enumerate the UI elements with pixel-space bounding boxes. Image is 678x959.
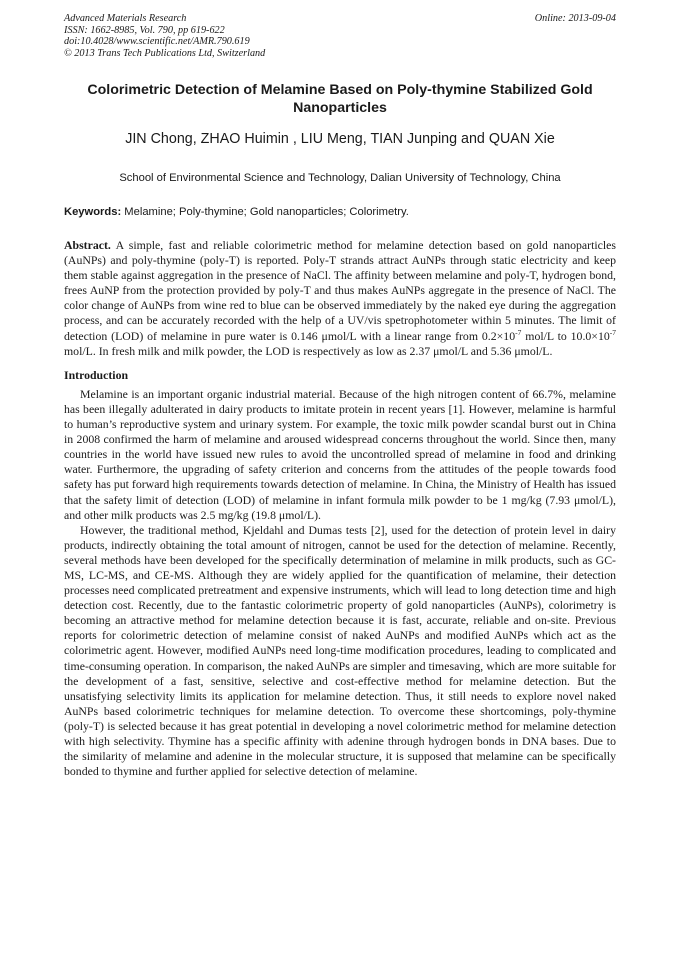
keywords-label: Keywords: [64,206,122,218]
abstract-text-2: mol/L to 10.0×10 [521,328,610,343]
paper-title: Colorimetric Detection of Melamine Based on Poly-thymine Stabilized Gold Nanoparticles [87,82,593,116]
abstract-text-3: mol/L. In fresh milk and milk powder, the LOD is respectively as low as 2.37 μmol/L and 5.36 μmol/L. [64,343,553,358]
abstract-text-1: A simple, fast and reliable colorimetric method for melamine detection based on gold nanoparticles (AuNPs) and poly-thymine (poly-T) is reported. Poly-T strands attract AuNPs through static electricity and keep them stable against aggregation in the presence of NaCl. The affinity between melamine and poly-T, hydrogen bond, frees AuNP from the protection provided by poly-T and thus makes AuNPs aggregate in the presence of NaCl. The color change of AuNPs from wine red to blue can be observed immediately by the naked eye during the aggregation process, and can be accurately recorded with the help of a UV/vis spetrophotometer within 5 minutes. The limit of detection (LOD) of melamine in pure water is 0.146 μmol/L with a linear range from 0.2×10 [64,238,616,343]
copyright-line: © 2013 Trans Tech Publications Ltd, Switzerland [64,47,266,59]
doi-line: doi:10.4028/www.scientific.net/AMR.790.619 [64,36,250,48]
introduction-heading: Introduction [64,367,129,382]
introduction-paragraph-2: However, the traditional method, Kjeldahl and Dumas tests [2], used for the detection of protein level in dairy products, indirectly obtaining the total amount of nitrogen, cannot be used for the detection of melamine. Recently, several methods have been developed for the specifically determination of melamine in milk products, such as GC-MS, LC-MS, and CE-MS. Although they are widely applied for the quantification of melamine, their detection processes need complicated pretreatment and expensive instruments, which will lead to long detection time and high detection cost. Recently, due to the fantastic colorimetric property of gold nanoparticles (AuNPs), colorimetry is becoming an attractive method for melamine detection because it is fast, accurate, reliable and on-site. Previous reports for colorimetric detection of melamine consist of naked AuNPs and modified AuNPs which act as the colorimetric agent. However, modified AuNPs need long-time modification procedures, leading to complicated and time-consuming operation. In comparison, the naked AuNPs are simpler and timesaving, which are more suitable for the development of a fast, sensitive, selective and cost-effective method for melamine detection. But the unsatisfying selectivity limits its application for melamine detection. Thus, it still needs to explore novel naked AuNPs based colorimetric techniques for melamine detection. To overcome these shortcomings, poly-thymine (poly-T) is selected because it has great potential in developing a novel colorimetric method for melamine detection with high selectivity. Thymine has a specific affinity with adenine through hydrogen bonds in DNA bases. Due to the similarity of melamine and adenine in the molecular structure, it is supposed that melamine can be specifically bonded to thymine and further applied for selective detection of melamine. [64,522,616,779]
affiliation: School of Environmental Science and Technology, Dalian University of Technology, China [119,172,561,184]
journal-header [64,13,616,59]
abstract-exponent-2: -7 [609,327,616,337]
introduction-paragraph-1: Melamine is an important organic industrial material. Because of the high nitrogen content of 66.7%, melamine has been illegally adulterated in dairy products to imitate protein in recent years [1]. However, melamine is harmful to human’s reproductive system and urinary system. For example, the toxic milk powder scandal burst out in China in 2008 confirmed the harm of melamine and aroused widespread concerns throughout the world. Since then, many countries in the world have issued new rules to avoid the uncontrolled spread of melamine in food and drinking water. Furthermore, the upgrading of safety criterion and concerns from the attitudes of the people towards food safety has put forward high requirements towards detection of melamine. In China, the Ministry of Health has issued that the safety limit of detection (LOD) of melamine in infant formula milk powder to be 1 mg/kg (7.93 μmol/L), and other milk products was 2.5 mg/kg (19.8 μmol/L). [64,386,616,522]
abstract-label: Abstract. [64,238,111,252]
journal-name: Advanced Materials Research [64,13,187,24]
author-list: JIN Chong, ZHAO Huimin , LIU Meng, TIAN Junping and QUAN Xie [125,131,555,147]
keywords-text: Melamine; Poly-thymine; Gold nanoparticles; Colorimetry. [121,206,409,218]
abstract [64,238,616,359]
keywords [64,205,616,219]
abstract-exponent-1: -7 [515,327,522,337]
online-date: Online: 2013-09-04 [534,13,616,24]
paper-body [64,238,616,779]
issn-line: ISSN: 1662-8985, Vol. 790, pp 619-622 [64,24,225,36]
